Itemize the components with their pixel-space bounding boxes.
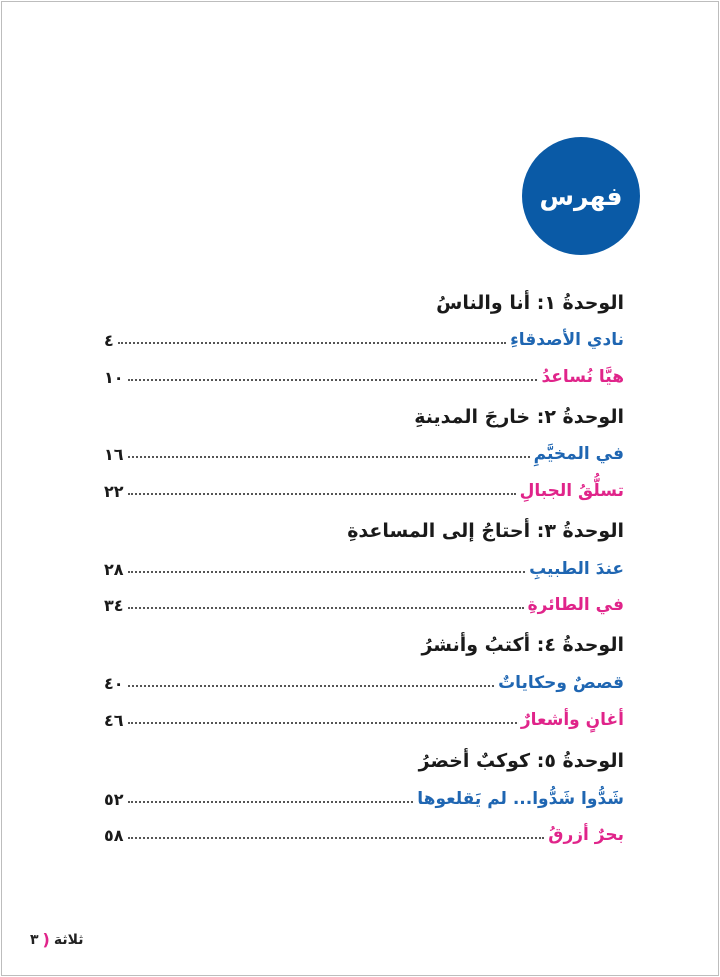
toc-entry[interactable] [104,704,624,730]
page-number: ١٠ [104,368,124,387]
page-number: ١٦ [104,445,124,464]
dot-leader [128,571,526,573]
toc-title: فهرس [539,181,623,211]
toc-entry[interactable] [104,589,624,615]
lesson-title: أغانٍ وأشعارٌ [520,710,624,730]
lesson-title: نادي الأصدقاءِ [510,330,624,350]
toc-entry[interactable] [104,783,624,809]
lesson-title: شَدُّوا شَدُّوا... لم يَقلعوها [417,789,624,809]
dot-leader [128,801,414,803]
page-number: ٤ [104,331,114,350]
toc-entry[interactable] [104,438,624,464]
toc-entry[interactable] [104,819,624,845]
dot-leader [128,837,545,839]
dot-leader [128,685,495,687]
dot-leader [128,379,538,381]
unit-1-heading: الوحدةُ ١: أنا والناسُ [436,292,624,314]
toc-entry[interactable] [104,324,624,350]
dot-leader [128,456,530,458]
toc-entry[interactable] [104,667,624,693]
page-number: ٤٦ [104,711,124,730]
toc-entry[interactable] [104,553,624,579]
page-number: ٥٨ [104,826,124,845]
footer-bracket-icon: ) [42,930,50,949]
lesson-title: هيَّا نُساعدُ [541,367,624,387]
footer-page-word: ثلاثة [53,931,84,948]
lesson-title: في الطائرةِ [527,595,624,615]
dot-leader [128,607,524,609]
page-number: ٢٨ [104,560,124,579]
dot-leader [128,722,517,724]
lesson-title: تسلُّقُ الجبالِ [519,481,624,501]
lesson-title: بحرٌ أزرقُ [548,825,624,845]
page-number: ٢٢ [104,482,124,501]
lesson-title: عندَ الطبيبِ [529,559,624,579]
unit-3-heading: الوحدةُ ٣: أحتاجُ إلى المساعدةِ [347,520,624,542]
unit-2-heading: الوحدةُ ٢: خارجَ المدينةِ [414,406,624,428]
toc-entry[interactable] [104,475,624,501]
lesson-title: قصصٌ وحكاياتٌ [498,673,624,693]
page-number: ٤٠ [104,674,124,693]
page-footer [30,930,84,949]
lesson-title: في المخيَّمِ [533,444,624,464]
unit-4-heading: الوحدةُ ٤: أكتبُ وأنشرُ [421,634,624,656]
dot-leader [128,493,516,495]
page-number: ٥٢ [104,790,124,809]
toc-entry[interactable] [104,361,624,387]
page-number: ٣٤ [104,596,124,615]
footer-page-number: ٣ [30,931,39,948]
unit-5-heading: الوحدةُ ٥: كوكبٌ أخضرُ [418,750,624,772]
dot-leader [118,342,506,344]
